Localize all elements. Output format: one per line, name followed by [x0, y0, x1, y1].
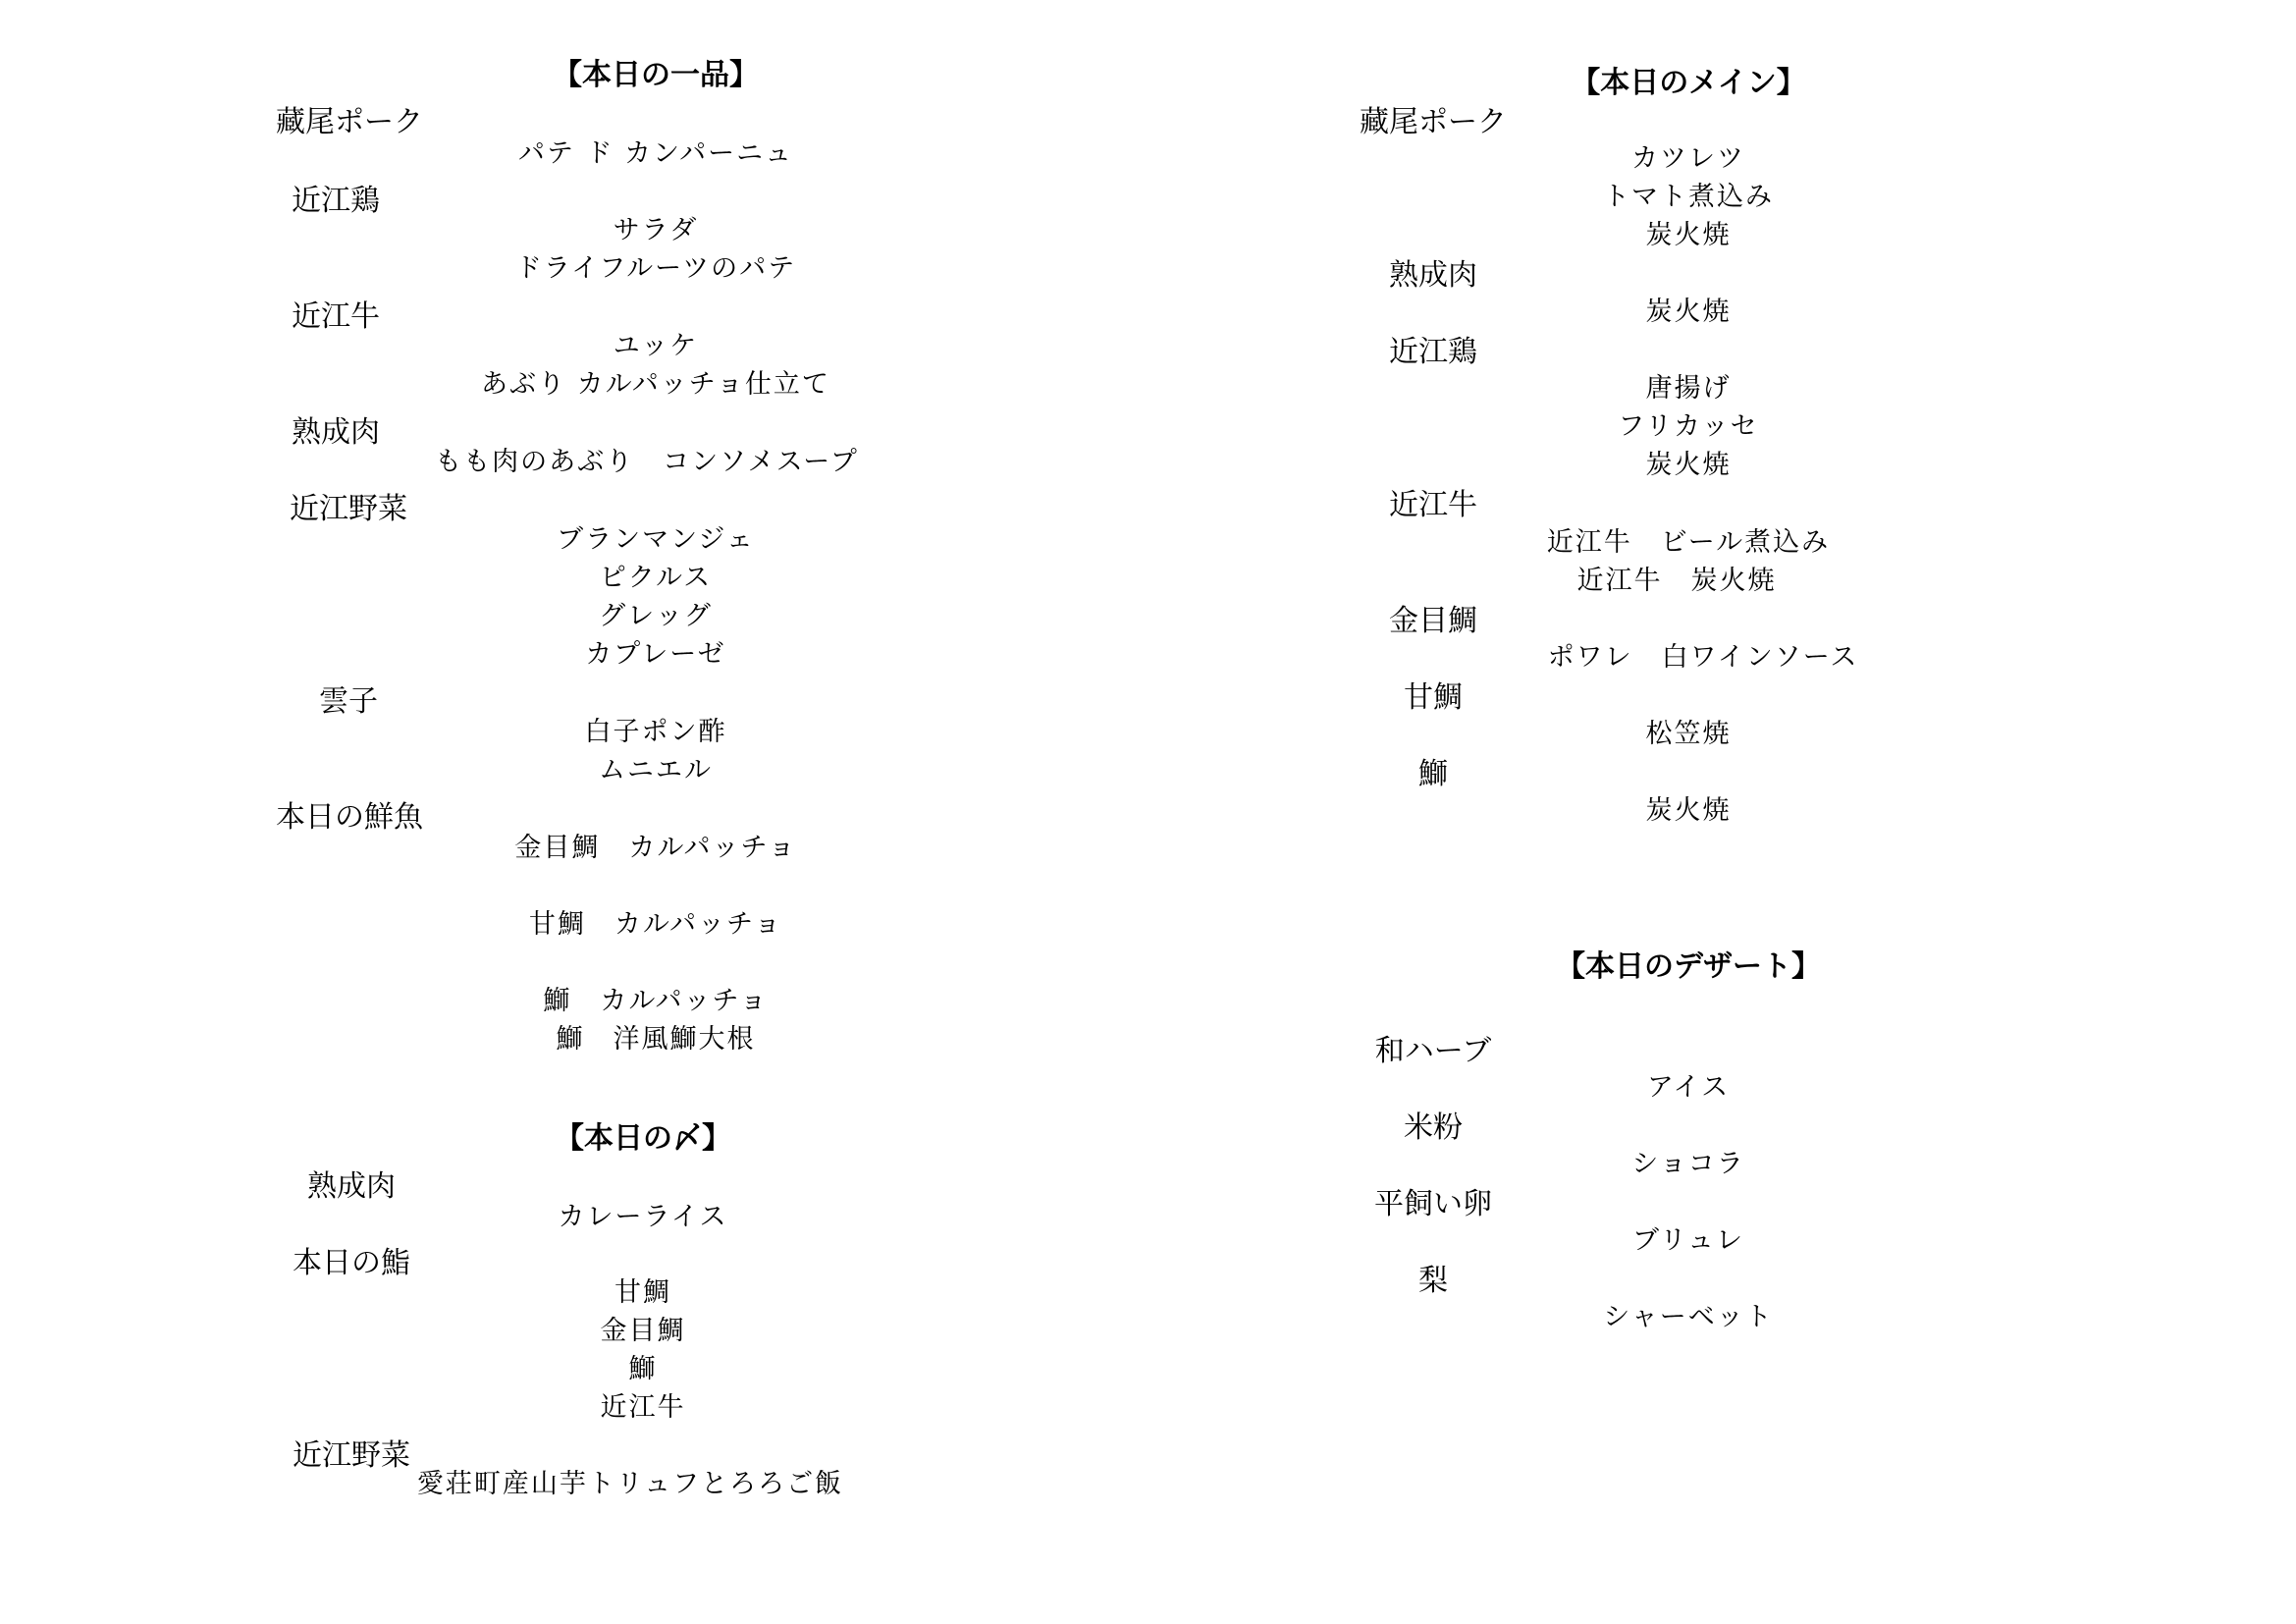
menu-item: ポワレ 白ワインソース — [1547, 642, 1859, 673]
menu-item: もも肉のあぶり コンソメスープ — [435, 447, 859, 477]
menu-item: 炭火焼 — [1645, 450, 1732, 480]
category-label: 熟成肉 — [1389, 258, 1477, 293]
menu-item: 金目鯛 カルパッチョ — [514, 833, 797, 863]
category-label: 米粉 — [1404, 1110, 1463, 1145]
category-label: 近江野菜 — [290, 492, 407, 526]
category-label: 藏尾ポーク — [276, 105, 423, 139]
menu-item: 金目鯛 — [600, 1316, 686, 1346]
category-label: 近江野菜 — [293, 1438, 410, 1473]
menu-item: 炭火焼 — [1645, 220, 1732, 250]
category-label: 熟成肉 — [307, 1169, 396, 1204]
menu-item: 白子ポン酢 — [584, 717, 727, 747]
menu-item: ユッケ — [613, 331, 699, 361]
section-heading-shime: 【本日の〆】 — [555, 1121, 731, 1156]
menu-item: 鰤 洋風鰤大根 — [556, 1024, 756, 1055]
menu-item: 甘鯛 カルパッチョ — [528, 909, 783, 940]
section-heading-ichipin: 【本日の一品】 — [553, 58, 759, 92]
menu-item: ブランマンジェ — [557, 524, 755, 555]
menu-item: 鰤 — [628, 1354, 658, 1384]
menu-item: ブリュレ — [1631, 1225, 1745, 1256]
category-label: 近江鶏 — [292, 184, 380, 218]
menu-item: ピクルス — [599, 563, 713, 593]
category-label: 近江鶏 — [1389, 335, 1477, 369]
menu-item: 近江牛 — [600, 1392, 686, 1423]
menu-item: トマト煮込み — [1603, 182, 1774, 212]
menu-item: 鰤 カルパッチョ — [543, 986, 769, 1016]
menu-item: シャーベット — [1603, 1302, 1774, 1332]
category-label: 和ハーブ — [1374, 1034, 1492, 1068]
category-label: 藏尾ポーク — [1360, 105, 1507, 139]
category-label: 本日の鮨 — [293, 1246, 410, 1280]
category-label: 雲子 — [319, 684, 378, 719]
menu-item: カツレツ — [1631, 143, 1745, 174]
menu-item: サラダ — [613, 215, 699, 245]
category-label: 梨 — [1418, 1264, 1448, 1298]
menu-item: 甘鯛 — [614, 1277, 671, 1308]
menu-item: 炭火焼 — [1645, 297, 1732, 327]
category-label: 近江牛 — [1389, 488, 1477, 522]
menu-item: グレッグ — [599, 601, 713, 631]
category-label: 甘鯛 — [1404, 680, 1463, 715]
section-heading-main: 【本日のメイン】 — [1571, 66, 1806, 100]
category-label: 平飼い卵 — [1374, 1187, 1492, 1221]
menu-item: ショコラ — [1631, 1149, 1745, 1179]
menu-item: 松笠焼 — [1645, 719, 1732, 749]
menu-item: フリカッセ — [1618, 411, 1759, 442]
menu-item: 炭火焼 — [1645, 795, 1732, 826]
menu-item: カレーライス — [558, 1202, 728, 1232]
menu-item: カプレーゼ — [585, 639, 726, 670]
menu-item: 近江牛 炭火焼 — [1576, 566, 1777, 596]
menu-item: 近江牛 ビール煮込み — [1546, 527, 1831, 558]
category-label: 金目鯛 — [1389, 604, 1477, 638]
menu-item: 唐揚げ — [1645, 373, 1732, 404]
menu-item: アイス — [1646, 1072, 1731, 1103]
menu-item: 愛荘町産山芋トリュフとろろご飯 — [416, 1469, 844, 1499]
category-label: 熟成肉 — [292, 415, 380, 450]
menu-item: ドライフルーツのパテ — [514, 253, 797, 284]
category-label: 鰤 — [1418, 757, 1448, 791]
section-heading-dessert: 【本日のデザート】 — [1556, 949, 1821, 984]
category-label: 近江牛 — [292, 299, 380, 334]
category-label: 本日の鮮魚 — [276, 800, 423, 835]
menu-item: ムニエル — [599, 755, 713, 785]
menu-item: パテ ド カンパーニュ — [517, 138, 794, 169]
menu-item: あぶり カルパッチョ仕立て — [481, 369, 830, 400]
